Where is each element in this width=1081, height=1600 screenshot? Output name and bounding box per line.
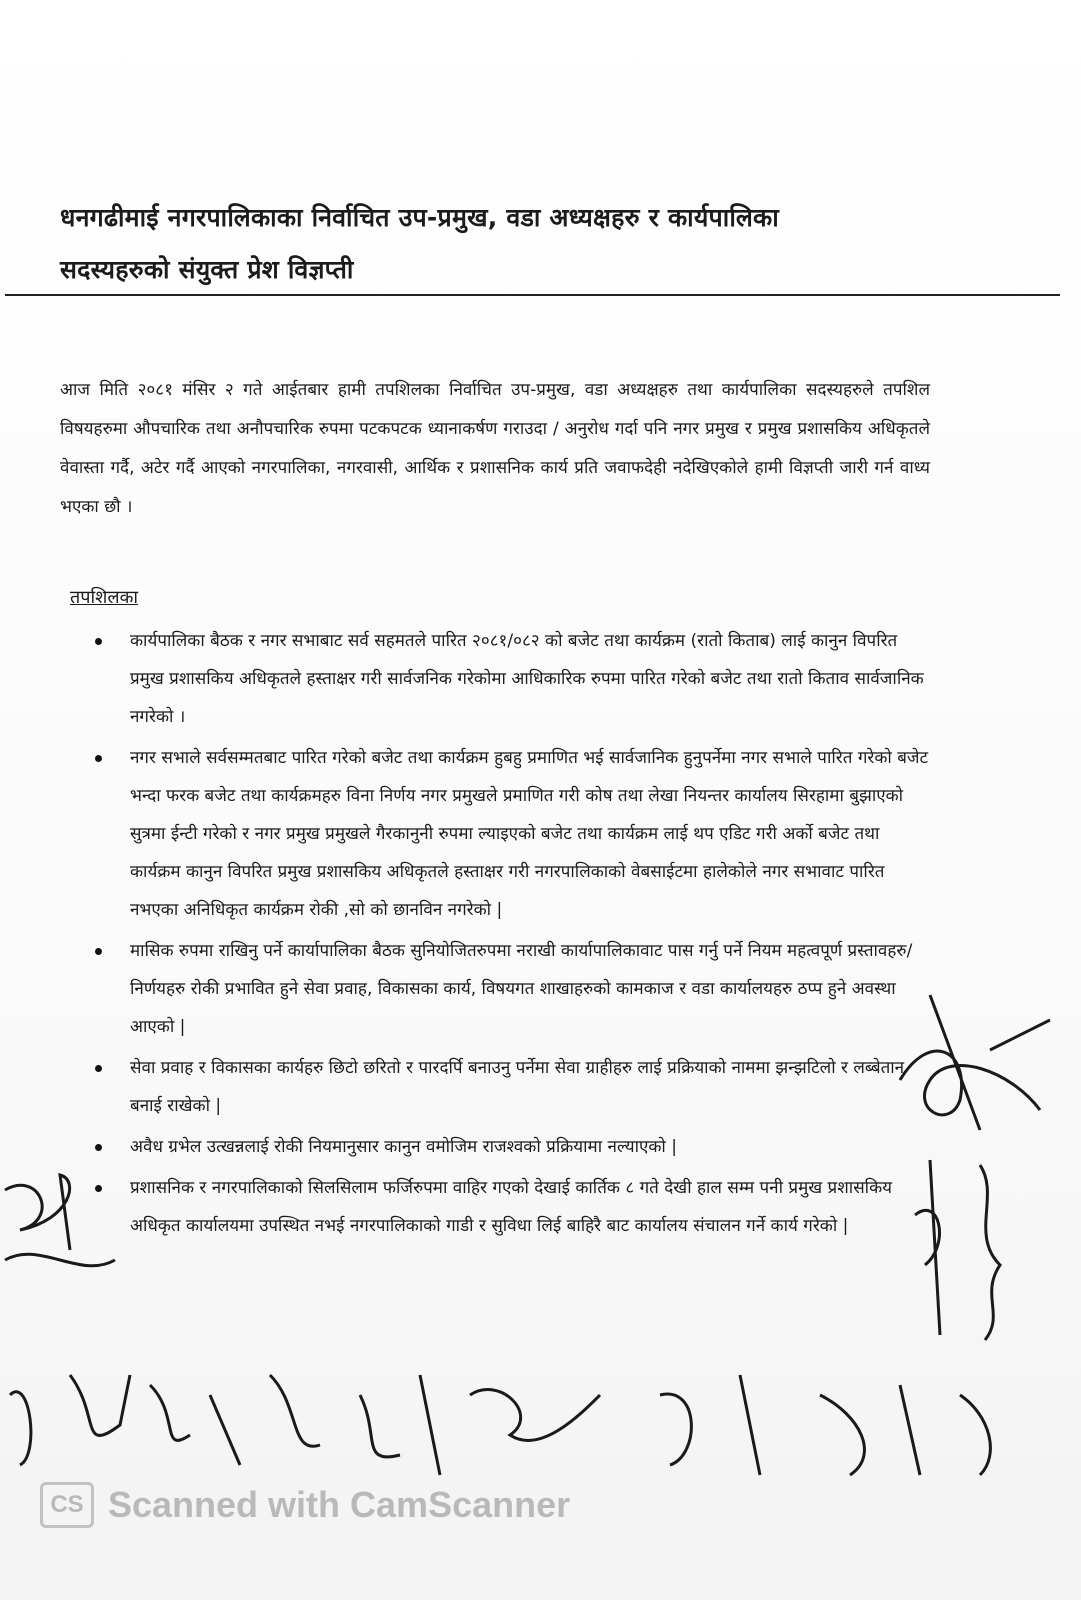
list-item: अवैध ग्रभेल उत्खन्नलाई रोकी नियमानुसार कानुन वमोजिम राजश्वको प्रक्रियामा नल्याएको | [95,1128,935,1166]
bullet-icon [95,948,102,955]
bullet-icon [95,1065,102,1072]
section-heading: तपशिलका [70,587,139,608]
signature-row-bottom [0,1355,1060,1495]
title-divider [5,294,1060,296]
grievance-list [95,622,935,1248]
list-item: नगर सभाले सर्वसम्मतबाट पारित गरेको बजेट तथा कार्यक्रम हुबहु प्रमाणित भई सार्वजानिक हुनुपर्नेमा नगर सभाले पारित गरेको बजेट भन्दा फरक बजेट तथा कार्यक्रमहरु विना निर्णय नगर प्रमुखले प्रमाणित गरी कोष तथा लेखा नियन्तर कार्यालय सिरहामा बुझाएको सुत्रमा ईन्टी गरेको र नगर प्रमुख प्रमुखले गैरकानुनी रुपमा ल्याइएको बजेट तथा कार्यक्रम लाई थप एडिट गरी अर्को बजेट तथा कार्यक्रम कानुन विपरित प्रमुख प्रशासकिय अधिकृतले हस्ताक्षर गरी नगरपालिकाको वेबसाईटमा हालेकोले नगर सभावाट पारित नभएका अनिधिकृत कार्यक्रम रोकी ,सो को छानविन नगरेको | [95,739,935,929]
title-line-1: धनगढीमाई नगरपालिकाका निर्वाचित उप-प्रमुख, वडा अध्यक्षहरु र कार्यपालिका [60,203,779,232]
press-release-title [60,192,960,296]
signature-top-right [890,990,1060,1140]
bullet-icon [95,755,102,762]
signature-vertical-right [910,1155,1020,1345]
list-item: कार्यपालिका बैठक र नगर सभाबाट सर्व सहमतले पारित २०८१/०८२ को बजेट तथा कार्यक्रम (रातो किताब) लाई कानुन विपरित प्रमुख प्रशासकिय अधिकृतले हस्ताक्षर गरी सार्वजनिक गरेकोमा आधिकारिक रुपमा पारित गरेको बजेट तथा रातो किताव सार्वजानिक नगरेको । [95,622,935,736]
camscanner-watermark [40,1482,570,1528]
list-item: मासिक रुपमा राखिनु पर्ने कार्यापालिका बैठक सुनियोजितरुपमा नराखी कार्यापालिकावाट पास गर्नु पर्ने नियम महत्वपूर्ण प्रस्तावहरु/ निर्णयहरु रोकी प्रभावित हुने सेवा प्रवाह, विकासका कार्य, विषयगत शाखाहरुको कामकाज र वडा कार्यालयहरु ठप्प हुने अवस्था आएको | [95,932,935,1046]
watermark-text: Scanned with CamScanner [108,1484,571,1525]
signature-left-1 [0,1160,120,1280]
bullet-icon [95,1144,102,1151]
camscanner-logo: CS [40,1482,94,1528]
bullet-icon [95,638,102,645]
list-item: सेवा प्रवाह र विकासका कार्यहरु छिटो छरितो र पारदर्पि बनाउनु पर्नेमा सेवा ग्राहीहरु लाई प्रक्रियाको नाममा झन्झटिलो र लब्बेतान बनाई राखेको | [95,1049,935,1125]
intro-paragraph: आज मिति २०८१ मंसिर २ गते आईतबार हामी तपशिलका निर्वाचित उप-प्रमुख, वडा अध्यक्षहरु तथा कार्यपालिका सदस्यहरुले तपशिल विषयहरुमा औपचारिक तथा अनौपचारिक रुपमा पटकपटक ध्यानाकर्षण गराउदा / अनुरोध गर्दा पनि नगर प्रमुख र प्रमुख प्रशासकिय अधिकृतले वेवास्ता गर्दै, अटेर गर्दै आएको नगरपालिका, नगरवासी, आर्थिक र प्रशासनिक कार्य प्रति जवाफदेही नदेखिएकोले हामी विज्ञप्ती जारी गर्न वाध्य भएका छौ । [60,380,930,517]
list-item: प्रशासनिक र नगरपालिकाको सिलसिलाम फर्जिरुपमा वाहिर गएको देखाई कार्तिक ८ गते देखी हाल सम्म पनी प्रमुख प्रशासकिय अधिकृत कार्यालयमा उपस्थित नभई नगरपालिकाको गाडी र सुविधा लिई बाहिरै बाट कार्यालय संचालन गर्ने कार्य गरेको | [95,1169,935,1245]
title-line-2: सदस्यहरुको संयुक्त प्रेश विज्ञप्ती [60,255,354,284]
